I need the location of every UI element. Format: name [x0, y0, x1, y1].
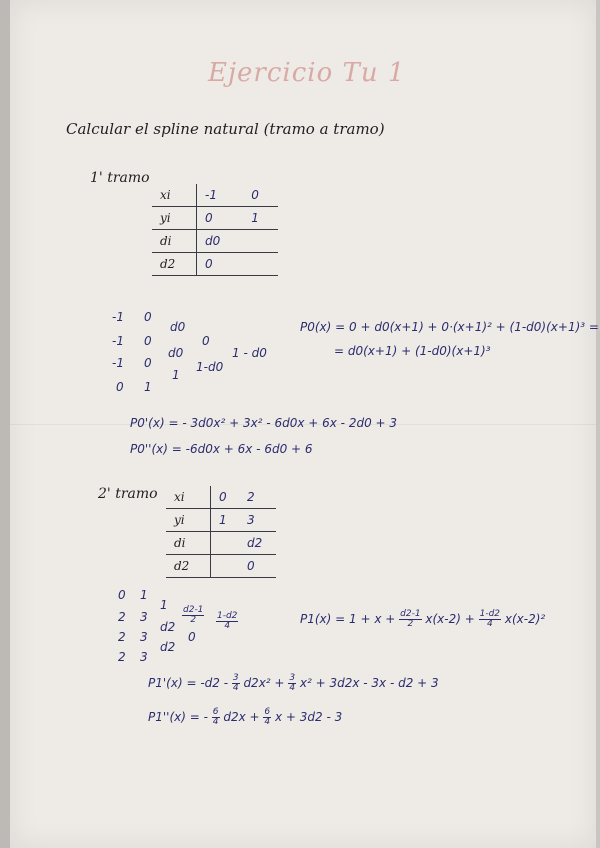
dd-first: d2 [160, 640, 176, 654]
table-cell: yi [152, 207, 197, 230]
poly-part: x(x-2)² [504, 612, 546, 626]
fraction-numerator: 1-d2 [217, 611, 238, 621]
table-cell: 1 [243, 207, 278, 230]
table-cell: di [166, 532, 211, 555]
table-cell [243, 253, 278, 276]
dd-second: 1-d0 [196, 360, 224, 374]
deriv-part: x + 3d2 - 3 [274, 710, 343, 724]
table-cell: d2 [152, 253, 197, 276]
dd-x: 2 [118, 610, 126, 624]
dd-x: 0 [116, 380, 124, 394]
page-title: Ejercicio Tu 1 [208, 58, 406, 88]
tramo-1-first-derivative: P0'(x) = - 3d0x² + 3x² - 6d0x + 6x - 2d0 + 3 [130, 416, 398, 430]
deriv-part: P1'(x) = -d2 - [148, 676, 229, 690]
table-row [152, 184, 278, 207]
dd-third-fraction [216, 612, 238, 631]
fraction-numerator: 3 [289, 673, 296, 683]
table-cell: xi [152, 184, 197, 207]
tramo-2-table [166, 486, 276, 578]
dd-second-fraction [182, 606, 204, 625]
tramo-1-polynomial-simplified: = d0(x+1) + (1-d0)(x+1)³ [334, 344, 491, 358]
dd-second: 0 [202, 334, 210, 348]
tramo-2-first-derivative [148, 674, 439, 693]
table-cell: 2 [239, 486, 276, 509]
dd-first: d2 [160, 620, 176, 634]
table-cell: 3 [239, 509, 276, 532]
table-cell [211, 532, 240, 555]
fraction-denominator: 4 [224, 621, 231, 631]
dd-first: 1 [172, 368, 180, 382]
table-cell: d2 [239, 532, 276, 555]
fraction-denominator: 4 [289, 683, 296, 693]
dd-x: 2 [118, 630, 126, 644]
table-row [166, 555, 276, 578]
table-row [166, 532, 276, 555]
fraction-denominator: 4 [264, 717, 271, 727]
dd-y: 1 [144, 380, 152, 394]
dd-second: 0 [188, 630, 196, 644]
table-cell: 1 [211, 509, 240, 532]
fraction-numerator: 1-d2 [479, 609, 501, 619]
table-cell: 0 [211, 486, 240, 509]
dd-y: 0 [144, 334, 152, 348]
dd-x: -1 [112, 334, 124, 348]
fraction-numerator: 3 [232, 673, 239, 683]
table-row [152, 207, 278, 230]
dd-y: 0 [144, 356, 152, 370]
dd-y: 3 [140, 630, 148, 644]
dd-first: d0 [170, 320, 186, 334]
dd-y: 3 [140, 650, 148, 664]
table-cell [243, 230, 278, 253]
dd-y: 0 [144, 310, 152, 324]
fraction-denominator: 4 [212, 717, 219, 727]
deriv-part: x² + 3d2x - 3x - d2 + 3 [299, 676, 439, 690]
table-cell: d2 [166, 555, 211, 578]
table-cell: xi [166, 486, 211, 509]
table-cell: 0 [239, 555, 276, 578]
deriv-part: d2x + [223, 710, 260, 724]
tramo-2-label: 2' tramo [98, 486, 158, 502]
dd-x: -1 [112, 310, 124, 324]
fraction-numerator: d2-1 [400, 609, 421, 619]
table-cell [211, 555, 240, 578]
fraction-numerator: 6 [264, 707, 271, 717]
tramo-1-polynomial: P0(x) = 0 + d0(x+1) + 0·(x+1)² + (1-d0)(x+1)³ = [300, 320, 599, 334]
table-cell: d0 [197, 230, 244, 253]
dd-y: 1 [140, 588, 148, 602]
fraction-denominator: 4 [486, 619, 493, 629]
deriv-part: P1''(x) = - [148, 710, 208, 724]
tramo-1-label: 1' tramo [90, 170, 150, 186]
dd-x: 0 [118, 588, 126, 602]
dd-third: 1 - d0 [232, 346, 267, 360]
table-row [166, 509, 276, 532]
dd-first: d0 [168, 346, 184, 360]
table-cell: di [152, 230, 197, 253]
table-row [152, 253, 278, 276]
fraction-denominator: 2 [407, 619, 414, 629]
table-row [152, 230, 278, 253]
table-cell: 0 [243, 184, 278, 207]
dd-first: 1 [160, 598, 168, 612]
dd-x: -1 [112, 356, 124, 370]
fraction-numerator: 6 [212, 707, 219, 717]
fraction-denominator: 2 [190, 615, 197, 625]
table-cell: 0 [197, 207, 244, 230]
fraction-denominator: 4 [232, 683, 239, 693]
table-row [166, 486, 276, 509]
tramo-2-polynomial [300, 610, 545, 629]
tramo-1-table [152, 184, 278, 276]
poly-part: x(x-2) + [425, 612, 475, 626]
tramo-2-second-derivative [148, 708, 342, 727]
deriv-part: d2x² + [243, 676, 285, 690]
table-cell: 0 [197, 253, 244, 276]
poly-part: P1(x) = 1 + x + [300, 612, 396, 626]
table-cell: -1 [197, 184, 244, 207]
tramo-1-second-derivative: P0''(x) = -6d0x + 6x - 6d0 + 6 [130, 442, 313, 456]
exercise-statement: Calcular el spline natural (tramo a tramo) [66, 120, 385, 138]
fraction-numerator: d2-1 [183, 605, 204, 615]
table-cell: yi [166, 509, 211, 532]
dd-x: 2 [118, 650, 126, 664]
dd-y: 3 [140, 610, 148, 624]
